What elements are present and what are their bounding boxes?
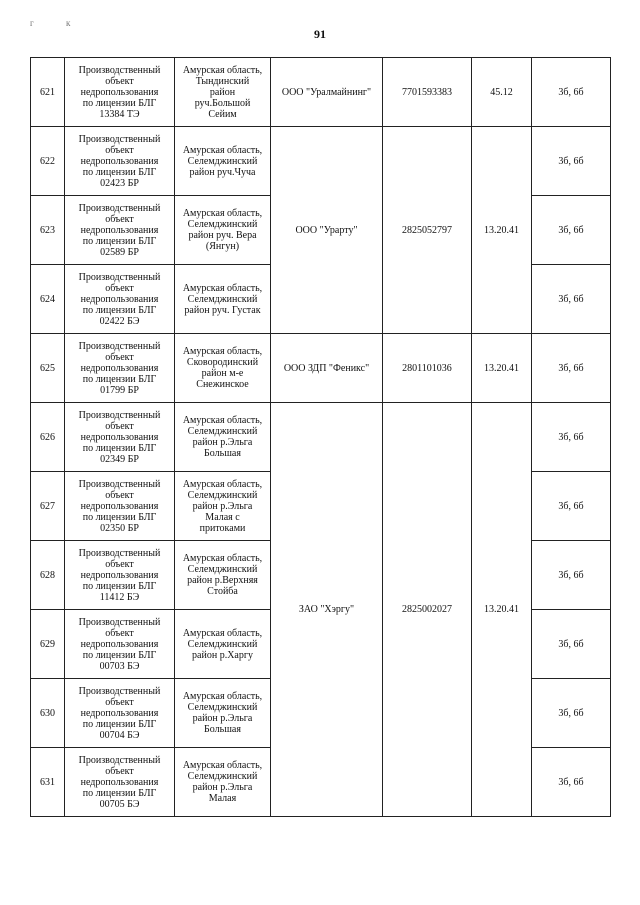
location-text: Амурская область, Селемджинский район р.Эльга Малая с притоками [182, 478, 263, 534]
object-cell [65, 748, 175, 817]
okved-cell: 13.20.41 [472, 403, 532, 817]
acts-cell: 3б, 6б [532, 127, 611, 196]
location-text: Амурская область, Селемджинский район руч.Чуча [182, 144, 263, 178]
table-row [31, 334, 611, 403]
inn-cell: 2801101036 [383, 334, 472, 403]
table-row [31, 127, 611, 196]
location-text: Амурская область, Сковородинский район м-е Снежинское [182, 346, 263, 390]
location-text: Амурская область, Селемджинский район р.Эльга Большая [182, 691, 263, 735]
company-cell: ООО ЗДП "Феникс" [271, 334, 383, 403]
object-name: Производственный объект недропользования по лицензии БЛГ 00705 БЭ [78, 754, 161, 810]
object-name: Производственный объект недропользования по лицензии БЛГ 02350 БР [78, 478, 161, 534]
location-cell [175, 127, 271, 196]
location-cell [175, 748, 271, 817]
object-name: Производственный объект недропользования по лицензии БЛГ 00704 БЭ [78, 685, 161, 741]
row-number: 621 [31, 58, 65, 127]
object-cell [65, 58, 175, 127]
object-name: Производственный объект недропользования по лицензии БЛГ 11412 БЭ [78, 547, 161, 603]
object-cell [65, 679, 175, 748]
object-cell [65, 196, 175, 265]
acts-cell: 3б, 6б [532, 58, 611, 127]
object-name: Производственный объект недропользования по лицензии БЛГ 02422 БЭ [78, 271, 161, 327]
okved-cell: 13.20.41 [472, 127, 532, 334]
location-cell [175, 58, 271, 127]
object-name: Производственный объект недропользования по лицензии БЛГ 00703 БЭ [78, 616, 161, 672]
row-number: 628 [31, 541, 65, 610]
acts-cell: 3б, 6б [532, 334, 611, 403]
row-number: 622 [31, 127, 65, 196]
row-number: 624 [31, 265, 65, 334]
acts-cell: 3б, 6б [532, 196, 611, 265]
company-cell: ООО "Урарту" [271, 127, 383, 334]
page-number: 91 [314, 27, 326, 41]
location-cell [175, 541, 271, 610]
object-cell [65, 403, 175, 472]
row-number: 625 [31, 334, 65, 403]
acts-cell: 3б, 6б [532, 679, 611, 748]
acts-cell: 3б, 6б [532, 472, 611, 541]
location-cell [175, 610, 271, 679]
acts-cell: 3б, 6б [532, 541, 611, 610]
location-text: Амурская область, Селемджинский район руч. Вера (Янгун) [182, 208, 263, 252]
scan-mark: г [30, 18, 34, 28]
location-text: Амурская область, Селемджинский район р.Эльга Малая [182, 760, 263, 804]
table-row [31, 403, 611, 472]
company-cell: ООО "Уралмайнинг" [271, 58, 383, 127]
row-number: 626 [31, 403, 65, 472]
company-cell: ЗАО "Хэргу" [271, 403, 383, 817]
acts-cell: 3б, 6б [532, 403, 611, 472]
inn-cell: 7701593383 [383, 58, 472, 127]
scan-mark: к [66, 18, 71, 28]
location-cell [175, 472, 271, 541]
object-cell [65, 127, 175, 196]
okved-cell: 13.20.41 [472, 334, 532, 403]
location-cell [175, 196, 271, 265]
object-name: Производственный объект недропользования по лицензии БЛГ 13384 ТЭ [78, 64, 161, 120]
acts-cell: 3б, 6б [532, 610, 611, 679]
object-name: Производственный объект недропользования по лицензии БЛГ 01799 БР [78, 340, 161, 396]
location-text: Амурская область, Селемджинский район руч. Густак [182, 282, 263, 316]
object-cell [65, 334, 175, 403]
row-number: 623 [31, 196, 65, 265]
location-text: Амурская область, Селемджинский район р.Эльга Большая [182, 415, 263, 459]
inn-cell: 2825052797 [383, 127, 472, 334]
object-cell [65, 472, 175, 541]
object-name: Производственный объект недропользования по лицензии БЛГ 02349 БР [78, 409, 161, 465]
object-cell [65, 265, 175, 334]
object-name: Производственный объект недропользования по лицензии БЛГ 02423 БР [78, 133, 161, 189]
location-text: Амурская область, Тындинский район руч.Большой Сейим [182, 64, 263, 120]
location-cell [175, 265, 271, 334]
object-name: Производственный объект недропользования по лицензии БЛГ 02589 БР [78, 202, 161, 258]
object-cell [65, 541, 175, 610]
inn-cell: 2825002027 [383, 403, 472, 817]
location-text: Амурская область, Селемджинский район р.Харгу [182, 627, 263, 661]
acts-cell: 3б, 6б [532, 265, 611, 334]
object-cell [65, 610, 175, 679]
location-text: Амурская область, Селемджинский район р.Верхняя Стойба [182, 553, 263, 597]
location-cell [175, 403, 271, 472]
row-number: 627 [31, 472, 65, 541]
location-cell [175, 334, 271, 403]
table-row [31, 58, 611, 127]
row-number: 629 [31, 610, 65, 679]
acts-cell: 3б, 6б [532, 748, 611, 817]
row-number: 630 [31, 679, 65, 748]
okved-cell: 45.12 [472, 58, 532, 127]
location-cell [175, 679, 271, 748]
row-number: 631 [31, 748, 65, 817]
registry-table [30, 57, 611, 817]
